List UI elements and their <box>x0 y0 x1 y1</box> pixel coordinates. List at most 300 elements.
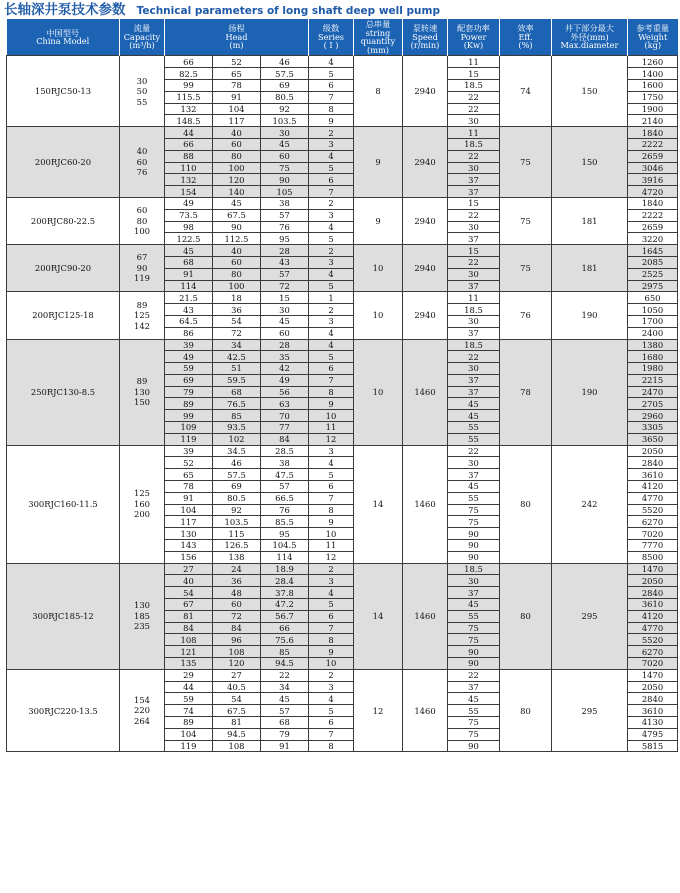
power-cell: 18.5 <box>448 304 500 316</box>
head-cell: 67.5 <box>213 209 261 221</box>
power-cell: 55 <box>448 610 500 622</box>
head-cell: 72 <box>213 327 261 339</box>
header-weight: 参考重量 Weight (kg) <box>628 19 678 56</box>
series-cell: 4 <box>309 587 354 599</box>
series-cell: 6 <box>309 363 354 375</box>
power-cell: 37 <box>448 280 500 292</box>
capacity-cell: 130 185 235 <box>120 563 165 669</box>
power-cell: 75 <box>448 728 500 740</box>
head-cell: 36 <box>213 575 261 587</box>
power-cell: 45 <box>448 693 500 705</box>
efficiency-cell: 76 <box>500 292 552 339</box>
power-cell: 55 <box>448 422 500 434</box>
head-cell: 156 <box>165 551 213 563</box>
series-cell: 9 <box>309 398 354 410</box>
head-cell: 93.5 <box>213 422 261 434</box>
power-cell: 37 <box>448 386 500 398</box>
weight-cell: 2050 <box>628 445 678 457</box>
head-cell: 67.5 <box>213 705 261 717</box>
power-cell: 37 <box>448 186 500 198</box>
weight-cell: 3610 <box>628 469 678 481</box>
head-cell: 79 <box>261 728 309 740</box>
weight-cell: 2525 <box>628 268 678 280</box>
head-cell: 66 <box>165 138 213 150</box>
header-head: 扬程 Head (m) <box>165 19 309 56</box>
power-cell: 18.5 <box>448 339 500 351</box>
weight-cell: 1400 <box>628 68 678 80</box>
power-cell: 75 <box>448 516 500 528</box>
series-cell: 5 <box>309 68 354 80</box>
head-cell: 60 <box>261 150 309 162</box>
speed-cell: 2940 <box>403 56 448 127</box>
weight-cell: 2222 <box>628 209 678 221</box>
efficiency-cell: 75 <box>500 245 552 292</box>
series-cell: 8 <box>309 504 354 516</box>
pump-parameters-table <box>6 19 678 752</box>
head-cell: 57 <box>261 209 309 221</box>
head-cell: 114 <box>261 551 309 563</box>
head-cell: 104 <box>165 504 213 516</box>
head-cell: 27 <box>213 669 261 681</box>
header-max-diameter: 井下部分最大 外径(mm) Max.diameter <box>552 19 628 56</box>
series-cell: 12 <box>309 551 354 563</box>
head-cell: 45 <box>261 315 309 327</box>
power-cell: 37 <box>448 374 500 386</box>
series-cell: 6 <box>309 174 354 186</box>
head-cell: 112.5 <box>213 233 261 245</box>
head-cell: 59 <box>165 363 213 375</box>
efficiency-cell: 75 <box>500 197 552 244</box>
head-cell: 57 <box>261 268 309 280</box>
head-cell: 40 <box>213 127 261 139</box>
head-cell: 70 <box>261 410 309 422</box>
head-cell: 34.5 <box>213 445 261 457</box>
series-cell: 3 <box>309 445 354 457</box>
max-diameter-cell: 181 <box>552 197 628 244</box>
series-cell: 2 <box>309 127 354 139</box>
weight-cell: 3305 <box>628 422 678 434</box>
power-cell: 55 <box>448 705 500 717</box>
series-cell: 5 <box>309 233 354 245</box>
capacity-cell: 89 125 142 <box>120 292 165 339</box>
series-cell: 6 <box>309 79 354 91</box>
efficiency-cell: 78 <box>500 339 552 445</box>
weight-cell: 2840 <box>628 457 678 469</box>
series-cell: 2 <box>309 669 354 681</box>
head-cell: 68 <box>213 386 261 398</box>
head-cell: 115.5 <box>165 91 213 103</box>
weight-cell: 2659 <box>628 221 678 233</box>
series-cell: 5 <box>309 599 354 611</box>
head-cell: 100 <box>213 162 261 174</box>
weight-cell: 5520 <box>628 634 678 646</box>
head-cell: 76 <box>261 221 309 233</box>
power-cell: 90 <box>448 740 500 752</box>
head-cell: 56.7 <box>261 610 309 622</box>
power-cell: 18.5 <box>448 79 500 91</box>
weight-cell: 2705 <box>628 398 678 410</box>
power-cell: 37 <box>448 233 500 245</box>
capacity-cell: 60 80 100 <box>120 197 165 244</box>
weight-cell: 2975 <box>628 280 678 292</box>
power-cell: 22 <box>448 91 500 103</box>
head-cell: 39 <box>165 339 213 351</box>
head-cell: 117 <box>165 516 213 528</box>
capacity-cell: 154 220 264 <box>120 669 165 752</box>
head-cell: 109 <box>165 422 213 434</box>
head-cell: 47.2 <box>261 599 309 611</box>
head-cell: 21.5 <box>165 292 213 304</box>
header-speed: 泵转速 Speed (r/min) <box>403 19 448 56</box>
head-cell: 130 <box>165 528 213 540</box>
series-cell: 2 <box>309 197 354 209</box>
head-cell: 67 <box>165 599 213 611</box>
power-cell: 22 <box>448 256 500 268</box>
head-cell: 45 <box>261 138 309 150</box>
head-cell: 117 <box>213 115 261 127</box>
series-cell: 11 <box>309 540 354 552</box>
speed-cell: 2940 <box>403 245 448 292</box>
power-cell: 18.5 <box>448 563 500 575</box>
head-cell: 85.5 <box>261 516 309 528</box>
head-cell: 119 <box>165 740 213 752</box>
speed-cell: 2940 <box>403 292 448 339</box>
head-cell: 30 <box>261 127 309 139</box>
speed-cell: 2940 <box>403 127 448 198</box>
table-row <box>7 127 678 139</box>
head-cell: 69 <box>213 481 261 493</box>
head-cell: 82.5 <box>165 68 213 80</box>
head-cell: 60 <box>261 327 309 339</box>
head-cell: 57 <box>261 705 309 717</box>
series-cell: 6 <box>309 610 354 622</box>
head-cell: 46 <box>261 56 309 68</box>
head-cell: 69 <box>261 79 309 91</box>
series-cell: 5 <box>309 162 354 174</box>
weight-cell: 6270 <box>628 516 678 528</box>
efficiency-cell: 74 <box>500 56 552 127</box>
weight-cell: 1840 <box>628 197 678 209</box>
weight-cell: 1980 <box>628 363 678 375</box>
head-cell: 43 <box>261 256 309 268</box>
model-cell: 250RJC130-8.5 <box>7 339 120 445</box>
speed-cell: 1460 <box>403 445 448 563</box>
power-cell: 90 <box>448 551 500 563</box>
efficiency-cell: 80 <box>500 563 552 669</box>
head-cell: 52 <box>213 56 261 68</box>
series-cell: 4 <box>309 457 354 469</box>
head-cell: 140 <box>213 186 261 198</box>
power-cell: 22 <box>448 209 500 221</box>
weight-cell: 4795 <box>628 728 678 740</box>
weight-cell: 2960 <box>628 410 678 422</box>
head-cell: 35 <box>261 351 309 363</box>
head-cell: 69 <box>165 374 213 386</box>
power-cell: 45 <box>448 599 500 611</box>
head-cell: 48 <box>213 587 261 599</box>
capacity-cell: 30 50 55 <box>120 56 165 127</box>
table-row <box>7 245 678 257</box>
head-cell: 18 <box>213 292 261 304</box>
table-row <box>7 669 678 681</box>
weight-cell: 4120 <box>628 481 678 493</box>
weight-cell: 2050 <box>628 681 678 693</box>
head-cell: 57.5 <box>261 68 309 80</box>
head-cell: 76.5 <box>213 398 261 410</box>
weight-cell: 1840 <box>628 127 678 139</box>
weight-cell: 2085 <box>628 256 678 268</box>
weight-cell: 1260 <box>628 56 678 68</box>
table-row <box>7 339 678 351</box>
head-cell: 28.4 <box>261 575 309 587</box>
weight-cell: 2840 <box>628 587 678 599</box>
head-cell: 96 <box>213 634 261 646</box>
head-cell: 54 <box>213 693 261 705</box>
series-cell: 10 <box>309 410 354 422</box>
series-cell: 5 <box>309 705 354 717</box>
head-cell: 84 <box>261 433 309 445</box>
head-cell: 94.5 <box>213 728 261 740</box>
series-cell: 10 <box>309 528 354 540</box>
power-cell: 30 <box>448 457 500 469</box>
series-cell: 7 <box>309 91 354 103</box>
power-cell: 30 <box>448 115 500 127</box>
head-cell: 95 <box>261 528 309 540</box>
series-cell: 4 <box>309 150 354 162</box>
series-cell: 8 <box>309 634 354 646</box>
head-cell: 80 <box>213 268 261 280</box>
power-cell: 90 <box>448 528 500 540</box>
table-row <box>7 563 678 575</box>
head-cell: 92 <box>261 103 309 115</box>
head-cell: 98 <box>165 221 213 233</box>
head-cell: 119 <box>165 433 213 445</box>
head-cell: 54 <box>213 315 261 327</box>
weight-cell: 1470 <box>628 669 678 681</box>
head-cell: 91 <box>165 268 213 280</box>
weight-cell: 2050 <box>628 575 678 587</box>
power-cell: 45 <box>448 410 500 422</box>
head-cell: 63 <box>261 398 309 410</box>
series-cell: 7 <box>309 728 354 740</box>
head-cell: 72 <box>261 280 309 292</box>
head-cell: 29 <box>165 669 213 681</box>
table-row <box>7 292 678 304</box>
head-cell: 64.5 <box>165 315 213 327</box>
max-diameter-cell: 150 <box>552 127 628 198</box>
speed-cell: 1460 <box>403 669 448 752</box>
head-cell: 120 <box>213 658 261 670</box>
model-cell: 300RJC160-11.5 <box>7 445 120 563</box>
head-cell: 108 <box>213 646 261 658</box>
power-cell: 11 <box>448 56 500 68</box>
head-cell: 42.5 <box>213 351 261 363</box>
series-cell: 3 <box>309 138 354 150</box>
head-cell: 91 <box>261 740 309 752</box>
weight-cell: 4130 <box>628 717 678 729</box>
power-cell: 30 <box>448 162 500 174</box>
head-cell: 103.5 <box>261 115 309 127</box>
head-cell: 148.5 <box>165 115 213 127</box>
power-cell: 37 <box>448 681 500 693</box>
max-diameter-cell: 181 <box>552 245 628 292</box>
weight-cell: 8500 <box>628 551 678 563</box>
head-cell: 99 <box>165 410 213 422</box>
series-cell: 4 <box>309 339 354 351</box>
head-cell: 68 <box>165 256 213 268</box>
head-cell: 85 <box>213 410 261 422</box>
head-cell: 34 <box>261 681 309 693</box>
series-cell: 2 <box>309 304 354 316</box>
head-cell: 80 <box>213 150 261 162</box>
head-cell: 108 <box>213 740 261 752</box>
series-cell: 7 <box>309 186 354 198</box>
weight-cell: 7020 <box>628 658 678 670</box>
head-cell: 86 <box>165 327 213 339</box>
weight-cell: 2470 <box>628 386 678 398</box>
head-cell: 66 <box>165 56 213 68</box>
head-cell: 120 <box>213 174 261 186</box>
power-cell: 37 <box>448 587 500 599</box>
head-cell: 27 <box>165 563 213 575</box>
power-cell: 30 <box>448 221 500 233</box>
max-diameter-cell: 242 <box>552 445 628 563</box>
head-cell: 24 <box>213 563 261 575</box>
speed-cell: 1460 <box>403 563 448 669</box>
head-cell: 79 <box>165 386 213 398</box>
head-cell: 28 <box>261 339 309 351</box>
head-cell: 88 <box>165 150 213 162</box>
model-cell: 200RJC90-20 <box>7 245 120 292</box>
power-cell: 75 <box>448 622 500 634</box>
power-cell: 75 <box>448 634 500 646</box>
head-cell: 90 <box>261 174 309 186</box>
power-cell: 22 <box>448 150 500 162</box>
weight-cell: 5815 <box>628 740 678 752</box>
head-cell: 60 <box>213 138 261 150</box>
head-cell: 104 <box>213 103 261 115</box>
series-cell: 2 <box>309 245 354 257</box>
head-cell: 135 <box>165 658 213 670</box>
head-cell: 36 <box>213 304 261 316</box>
model-cell: 200RJC125-18 <box>7 292 120 339</box>
head-cell: 78 <box>165 481 213 493</box>
capacity-cell: 67 90 119 <box>120 245 165 292</box>
head-cell: 40.5 <box>213 681 261 693</box>
head-cell: 114 <box>165 280 213 292</box>
string-quantity-cell: 10 <box>354 292 403 339</box>
weight-cell: 1470 <box>628 563 678 575</box>
weight-cell: 3220 <box>628 233 678 245</box>
head-cell: 91 <box>165 492 213 504</box>
header-model: 中国型号 China Model <box>7 19 120 56</box>
head-cell: 46 <box>213 457 261 469</box>
head-cell: 51 <box>213 363 261 375</box>
weight-cell: 650 <box>628 292 678 304</box>
weight-cell: 2215 <box>628 374 678 386</box>
table-row <box>7 56 678 68</box>
weight-cell: 2840 <box>628 693 678 705</box>
power-cell: 22 <box>448 445 500 457</box>
head-cell: 110 <box>165 162 213 174</box>
head-cell: 39 <box>165 445 213 457</box>
speed-cell: 1460 <box>403 339 448 445</box>
head-cell: 103.5 <box>213 516 261 528</box>
capacity-cell: 40 60 76 <box>120 127 165 198</box>
series-cell: 7 <box>309 492 354 504</box>
head-cell: 80.5 <box>213 492 261 504</box>
power-cell: 75 <box>448 504 500 516</box>
head-cell: 75.6 <box>261 634 309 646</box>
head-cell: 42 <box>261 363 309 375</box>
head-cell: 49 <box>165 197 213 209</box>
head-cell: 45 <box>213 197 261 209</box>
head-cell: 45 <box>261 693 309 705</box>
efficiency-cell: 75 <box>500 127 552 198</box>
weight-cell: 2140 <box>628 115 678 127</box>
head-cell: 138 <box>213 551 261 563</box>
head-cell: 65 <box>213 68 261 80</box>
head-cell: 104 <box>165 728 213 740</box>
capacity-cell: 125 160 200 <box>120 445 165 563</box>
series-cell: 3 <box>309 209 354 221</box>
efficiency-cell: 80 <box>500 669 552 752</box>
series-cell: 4 <box>309 693 354 705</box>
capacity-cell: 89 130 150 <box>120 339 165 445</box>
power-cell: 90 <box>448 646 500 658</box>
head-cell: 84 <box>165 622 213 634</box>
head-cell: 89 <box>165 717 213 729</box>
title-chinese: 长轴深井泵技术参数 <box>4 2 126 18</box>
weight-cell: 2222 <box>628 138 678 150</box>
series-cell: 7 <box>309 622 354 634</box>
head-cell: 34 <box>213 339 261 351</box>
head-cell: 43 <box>165 304 213 316</box>
power-cell: 37 <box>448 469 500 481</box>
head-cell: 45 <box>165 245 213 257</box>
head-cell: 18.9 <box>261 563 309 575</box>
model-cell: 200RJC80-22.5 <box>7 197 120 244</box>
string-quantity-cell: 10 <box>354 339 403 445</box>
series-cell: 5 <box>309 469 354 481</box>
efficiency-cell: 80 <box>500 445 552 563</box>
head-cell: 30 <box>261 304 309 316</box>
head-cell: 49 <box>261 374 309 386</box>
head-cell: 44 <box>165 681 213 693</box>
weight-cell: 1750 <box>628 91 678 103</box>
weight-cell: 2400 <box>628 327 678 339</box>
series-cell: 4 <box>309 56 354 68</box>
head-cell: 47.5 <box>261 469 309 481</box>
header-capacity: 流量 Capacity (m³/h) <box>120 19 165 56</box>
head-cell: 91 <box>213 91 261 103</box>
head-cell: 68 <box>261 717 309 729</box>
string-quantity-cell: 12 <box>354 669 403 752</box>
series-cell: 6 <box>309 717 354 729</box>
head-cell: 78 <box>213 79 261 91</box>
head-cell: 84 <box>213 622 261 634</box>
head-cell: 60 <box>213 256 261 268</box>
series-cell: 6 <box>309 481 354 493</box>
series-cell: 8 <box>309 103 354 115</box>
head-cell: 59 <box>165 693 213 705</box>
power-cell: 11 <box>448 292 500 304</box>
series-cell: 9 <box>309 516 354 528</box>
power-cell: 30 <box>448 315 500 327</box>
weight-cell: 4720 <box>628 186 678 198</box>
head-cell: 60 <box>213 599 261 611</box>
head-cell: 57.5 <box>213 469 261 481</box>
